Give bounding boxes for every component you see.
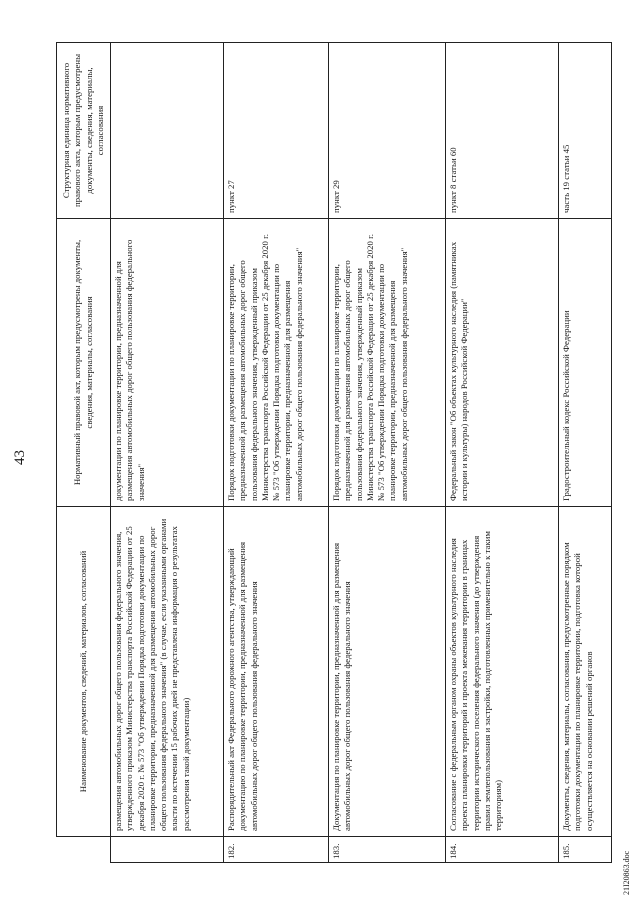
header-number	[57, 837, 111, 863]
file-name: 21I20863.doc	[622, 850, 631, 895]
row-number: 182.	[224, 837, 329, 863]
row-number: 184.	[446, 837, 559, 863]
header-name: Наименование документов, сведений, материалов, согласований	[57, 507, 111, 837]
row-unit	[111, 43, 224, 219]
row-number	[111, 837, 224, 863]
row-unit: пункт 27	[224, 43, 329, 219]
page-number: 43	[12, 450, 28, 465]
header-act: Нормативный правовой акт, которым предусмотрены документы, сведения, материалы, согласования	[57, 219, 111, 507]
table-row	[111, 43, 224, 863]
table-header-row	[57, 43, 111, 863]
row-number: 185.	[559, 837, 612, 863]
row-act: Градостроительный кодекс Российской Федерации	[559, 219, 612, 507]
row-act: документации по планировке территории, предназначенной для размещения автомобильных дорог общего пользования федерального значения"	[111, 219, 224, 507]
row-number: 183.	[329, 837, 446, 863]
documents-table	[56, 42, 612, 863]
row-name: Согласование с федеральным органом охраны объектов культурного наследия проекта планировки территорий и проекта межевания территории в границах территории исторического поселения федерального значения (до утверждения правил землепользования и застройки, подготовленных применительно к таким территориям)	[446, 507, 559, 837]
row-unit: пункт 8 статьи 60	[446, 43, 559, 219]
row-unit: пункт 29	[329, 43, 446, 219]
row-name: Документация по планировке территории, предназначенной для размещения автомобильных дорог общего пользования федерального значения	[329, 507, 446, 837]
row-act: Федеральный закон "Об объектах культурного наследия (памятниках истории и культуры) народов Российской Федерации"	[446, 219, 559, 507]
row-name: размещения автомобильных дорог общего пользования федерального значения, утвержденного приказом Министерства транспорта Российской Федерации от 25 декабря 2020 г. № 573 "Об утверждении Порядка подготовки документации по планировке территории, предназначенной для размещения автомобильных дорог общего пользования федерального значения" (в случае, если указанными органами власти по истечении 15 рабочих дней не представлена информация о результатах рассмотрения такой документации)	[111, 507, 224, 837]
table-row	[224, 43, 329, 863]
table-row	[446, 43, 559, 863]
row-name: Распорядительный акт Федерального дорожного агентства, утверждающий документацию по планировке территории, предназначенной для размещения автомобильных дорог общего пользования федерального значения	[224, 507, 329, 837]
table-row	[559, 43, 612, 863]
row-name: Документы, сведения, материалы, согласования, предусмотренные порядком подготовки документации по планировке территории, подготовка которой осуществляется на основании решений органов	[559, 507, 612, 837]
row-act: Порядок подготовки документации по планировке территории, предназначенной для размещения автомобильных дорог общего пользования федерального значения, утвержденный приказом Министерства транспорта Российской Федерации от 25 декабря 2020 г. № 573 "Об утверждении Порядка подготовки документации по планировке территории, предназначенной для размещения автомобильных дорог общего пользования федерального значения"	[224, 219, 329, 507]
row-act: Порядок подготовки документации по планировке территории, предназначенной для размещения автомобильных дорог общего пользования федерального значения, утвержденный приказом Министерства транспорта Российской Федерации от 25 декабря 2020 г. № 573 "Об утверждении Порядка подготовки документации по планировке территории, предназначенной для размещения автомобильных дорог общего пользования федерального значения"	[329, 219, 446, 507]
header-unit: Структурная единица нормативного правового акта, которым предусмотрены документы, сведения, материалы, согласования	[57, 43, 111, 219]
row-unit: часть 19 статьи 45	[559, 43, 612, 219]
table-row	[329, 43, 446, 863]
